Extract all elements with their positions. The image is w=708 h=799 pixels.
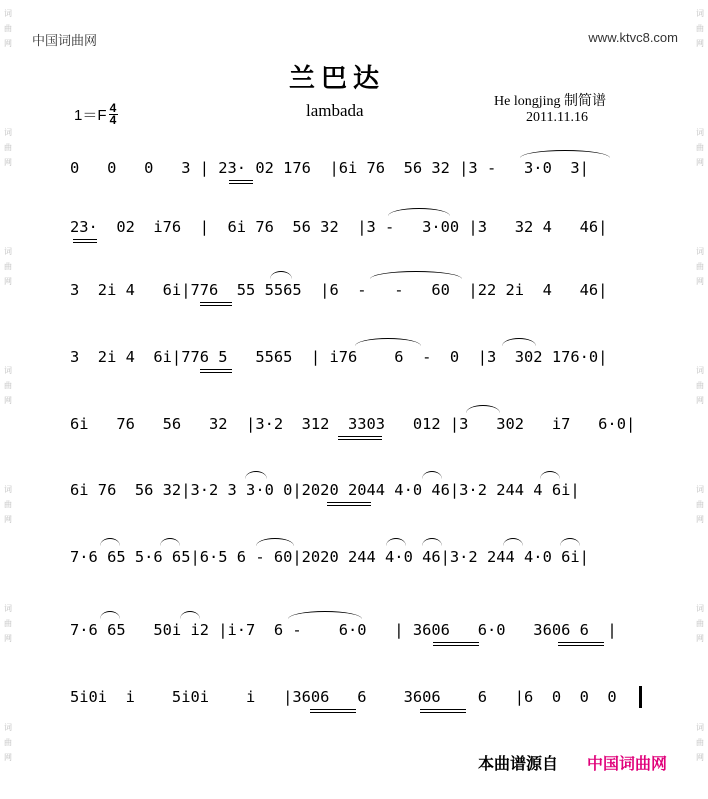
source-site-link[interactable]: 中国词曲网: [587, 754, 668, 773]
score-line: 3 2i 4 6i|776 5 5565 | i76 6 - 0 |3 302 176·0|: [70, 348, 608, 366]
watermark-char: 网: [696, 39, 704, 48]
beam-line: [200, 302, 232, 303]
watermark-char: 词: [696, 366, 704, 375]
tie-mark: [466, 405, 500, 413]
watermark-char: 曲: [696, 143, 704, 152]
score-line: 0 0 0 3 | 23· 02 176 |6i 76 56 32 |3 - 3·0 3|: [70, 159, 589, 177]
watermark-char: 网: [4, 515, 12, 524]
arrangement-date: 2011.11.16: [526, 110, 588, 125]
watermark-char: 网: [4, 158, 12, 167]
tie-mark: [560, 538, 580, 546]
arranger-credit: He longjing 制简谱: [494, 94, 606, 109]
watermark-char: 词: [4, 247, 12, 256]
watermark-char: 曲: [696, 738, 704, 747]
watermark-char: 曲: [696, 500, 704, 509]
site-url-header: www.ktvc8.com: [588, 30, 678, 45]
beam-line: [73, 242, 97, 243]
beam-line: [433, 645, 479, 646]
tie-mark: [288, 611, 362, 619]
tie-mark: [422, 471, 442, 479]
key-signature: [74, 103, 118, 126]
beam-line: [327, 505, 371, 506]
song-title-chinese: 兰巴达: [289, 64, 386, 94]
watermark-char: 曲: [696, 24, 704, 33]
watermark-char: 曲: [696, 619, 704, 628]
beam-line: [338, 436, 382, 437]
watermark-char: 曲: [4, 381, 12, 390]
tie-mark: [503, 538, 523, 546]
score-line: 7·6 65 5·6 65|6·5 6 - 60|2020 244 4·0 46|3·2 244 4·0 6i|: [70, 548, 589, 566]
watermark-char: 词: [4, 485, 12, 494]
source-label: 本曲谱源自: [478, 754, 559, 773]
watermark-char: 曲: [4, 738, 12, 747]
beam-line: [558, 645, 604, 646]
watermark-char: 网: [696, 753, 704, 762]
beam-line: [327, 502, 371, 503]
score-line: 7·6 65 50i i2 |i·7 6 - 6·0 | 3606 6·0 3606 6 |: [70, 621, 617, 639]
score-line: 3 2i 4 6i|776 55 5565 |6 - - 60 |22 2i 4 46|: [70, 281, 608, 299]
score-line: 23· 02 i76 | 6i 76 56 32 |3 - 3·00 |3 32 4 46|: [70, 218, 608, 236]
beam-line: [73, 239, 97, 240]
beam-line: [229, 180, 253, 181]
tie-mark: [386, 538, 406, 546]
tie-mark: [100, 538, 120, 546]
tie-mark: [270, 271, 292, 279]
watermark-char: 曲: [4, 143, 12, 152]
watermark-char: 曲: [4, 619, 12, 628]
watermark-char: 曲: [4, 24, 12, 33]
tie-mark: [180, 611, 200, 619]
beam-line: [338, 439, 382, 440]
tie-mark: [520, 150, 610, 158]
watermark-char: 网: [696, 158, 704, 167]
beam-line: [310, 712, 356, 713]
watermark-char: 网: [696, 396, 704, 405]
tie-mark: [245, 471, 267, 479]
beam-line: [420, 712, 466, 713]
watermark-char: 网: [696, 515, 704, 524]
beam-line: [200, 369, 232, 370]
watermark-char: 词: [696, 604, 704, 613]
tie-mark: [160, 538, 180, 546]
watermark-char: 词: [696, 485, 704, 494]
watermark-char: 曲: [696, 381, 704, 390]
key-label: 1＝F: [74, 107, 107, 124]
watermark-char: 网: [4, 396, 12, 405]
left-watermark-strip: [2, 0, 14, 799]
tie-mark: [256, 538, 294, 546]
tie-mark: [100, 611, 120, 619]
beam-line: [200, 305, 232, 306]
watermark-char: 词: [696, 247, 704, 256]
beam-line: [558, 642, 604, 643]
tie-mark: [370, 271, 462, 279]
watermark-char: 网: [4, 39, 12, 48]
site-name-header: 中国词曲网: [32, 34, 98, 49]
watermark-char: 词: [4, 366, 12, 375]
final-barline: [639, 686, 642, 708]
score-line: 5i0i i 5i0i i |3606 6 3606 6 |6 0 0 0: [70, 688, 617, 706]
watermark-char: 词: [4, 604, 12, 613]
song-title-english: lambada: [306, 101, 364, 120]
beam-line: [200, 372, 232, 373]
watermark-char: 网: [696, 277, 704, 286]
score-line: 6i 76 56 32 |3·2 312 3303 012 |3 302 i7 6·0|: [70, 415, 636, 433]
beam-line: [310, 709, 356, 710]
watermark-char: 网: [4, 277, 12, 286]
watermark-char: 曲: [4, 262, 12, 271]
watermark-char: 词: [696, 128, 704, 137]
watermark-char: 曲: [696, 262, 704, 271]
watermark-char: 网: [4, 634, 12, 643]
watermark-char: 网: [4, 753, 12, 762]
watermark-char: 词: [4, 723, 12, 732]
watermark-char: 词: [696, 9, 704, 18]
watermark-char: 词: [696, 723, 704, 732]
tie-mark: [355, 338, 421, 346]
watermark-char: 曲: [4, 500, 12, 509]
time-signature-top: 4: [109, 101, 117, 115]
beam-line: [420, 709, 466, 710]
tie-mark: [540, 471, 560, 479]
time-signature: [109, 103, 118, 126]
tie-mark: [388, 208, 450, 216]
beam-line: [229, 183, 253, 184]
beam-line: [433, 642, 479, 643]
time-signature-bottom: 4: [109, 113, 117, 127]
watermark-char: 词: [4, 9, 12, 18]
watermark-char: 词: [4, 128, 12, 137]
score-line: 6i 76 56 32|3·2 3 3·0 0|2020 2044 4·0 46|3·2 244 4 6i|: [70, 481, 580, 499]
watermark-char: 网: [696, 634, 704, 643]
tie-mark: [502, 338, 536, 346]
tie-mark: [422, 538, 442, 546]
right-watermark-strip: [694, 0, 706, 799]
